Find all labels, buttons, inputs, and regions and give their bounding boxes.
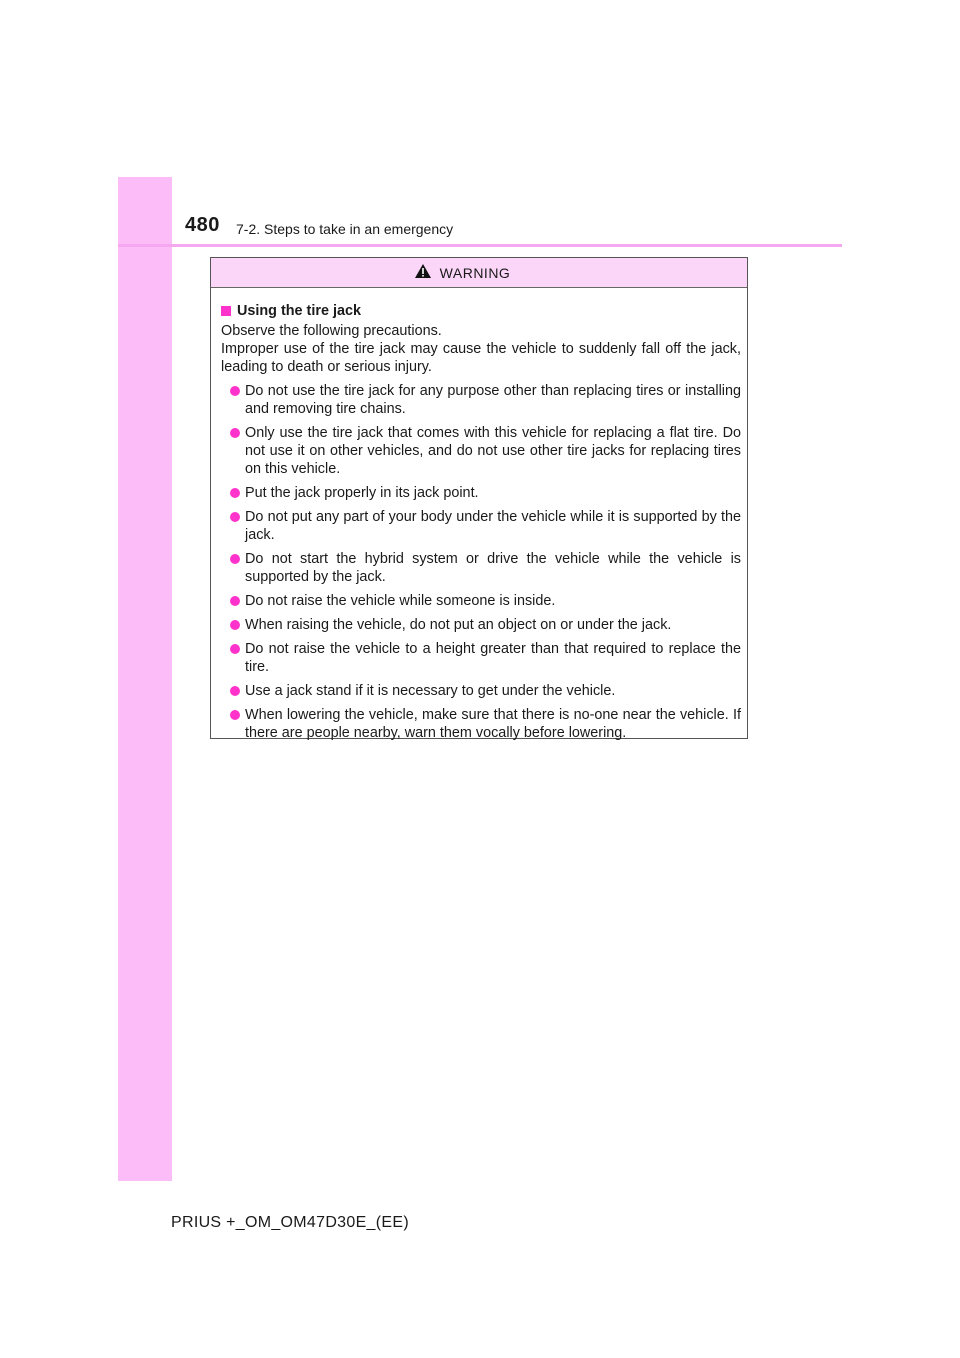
warning-box — [210, 257, 748, 739]
section-title: 7-2. Steps to take in an emergency — [236, 221, 454, 237]
list-item — [221, 550, 741, 586]
list-item — [221, 616, 741, 634]
warning-heading — [221, 302, 741, 320]
bullet-text: When lowering the vehicle, make sure that there is no-one near the vehicle. If there are people nearby, warn them vocally before lowering. — [245, 707, 741, 741]
list-item — [221, 640, 741, 676]
warning-header — [211, 258, 747, 288]
list-item — [221, 706, 741, 742]
bullet-dot-icon — [230, 620, 240, 630]
warning-intro-2: Improper use of the tire jack may cause the vehicle to suddenly fall off the jack, leading to death or serious injury. — [221, 341, 741, 375]
side-tab — [118, 177, 172, 1181]
list-item — [221, 592, 741, 610]
bullet-text: Do not raise the vehicle while someone is inside. — [245, 593, 556, 609]
warning-body — [211, 288, 747, 742]
list-item — [221, 382, 741, 418]
warning-heading-text: Using the tire jack — [237, 303, 361, 319]
bullet-dot-icon — [230, 386, 240, 396]
bullet-text: Do not use the tire jack for any purpose other than replacing tires or installing and removing tire chains. — [245, 383, 741, 417]
bullet-text: Only use the tire jack that comes with this vehicle for replacing a flat tire. Do not use it on other vehicles, and do not use other tire jacks for replacing tires on this vehicle. — [245, 425, 741, 477]
bullet-text: Do not raise the vehicle to a height greater than that required to replace the tire. — [245, 641, 741, 675]
list-item — [221, 484, 741, 502]
bullet-text: Do not put any part of your body under the vehicle while it is supported by the jack. — [245, 509, 741, 543]
bullet-dot-icon — [230, 644, 240, 654]
bullet-dot-icon — [230, 710, 240, 720]
bullet-dot-icon — [230, 488, 240, 498]
list-item — [221, 682, 741, 700]
warning-label: WARNING — [439, 264, 511, 281]
list-item — [221, 508, 741, 544]
warning-triangle-icon — [414, 263, 432, 282]
list-item — [221, 424, 741, 478]
bullet-dot-icon — [230, 512, 240, 522]
warning-intro-1: Observe the following precautions. — [221, 323, 442, 339]
bullet-dot-icon — [230, 428, 240, 438]
header-rule — [118, 244, 842, 247]
bullet-dot-icon — [230, 596, 240, 606]
page-number: 480 — [185, 214, 220, 236]
bullet-dot-icon — [230, 554, 240, 564]
precautions-list — [221, 382, 741, 742]
bullet-text: Use a jack stand if it is necessary to get under the vehicle. — [245, 683, 616, 699]
bullet-text: When raising the vehicle, do not put an object on or under the jack. — [245, 617, 672, 633]
square-bullet-icon — [221, 306, 231, 316]
bullet-dot-icon — [230, 686, 240, 696]
footer-doc-code: PRIUS +_OM_OM47D30E_(EE) — [171, 1214, 409, 1231]
bullet-text: Put the jack properly in its jack point. — [245, 485, 479, 501]
bullet-text: Do not start the hybrid system or drive the vehicle while the vehicle is supported by the jack. — [245, 551, 741, 585]
